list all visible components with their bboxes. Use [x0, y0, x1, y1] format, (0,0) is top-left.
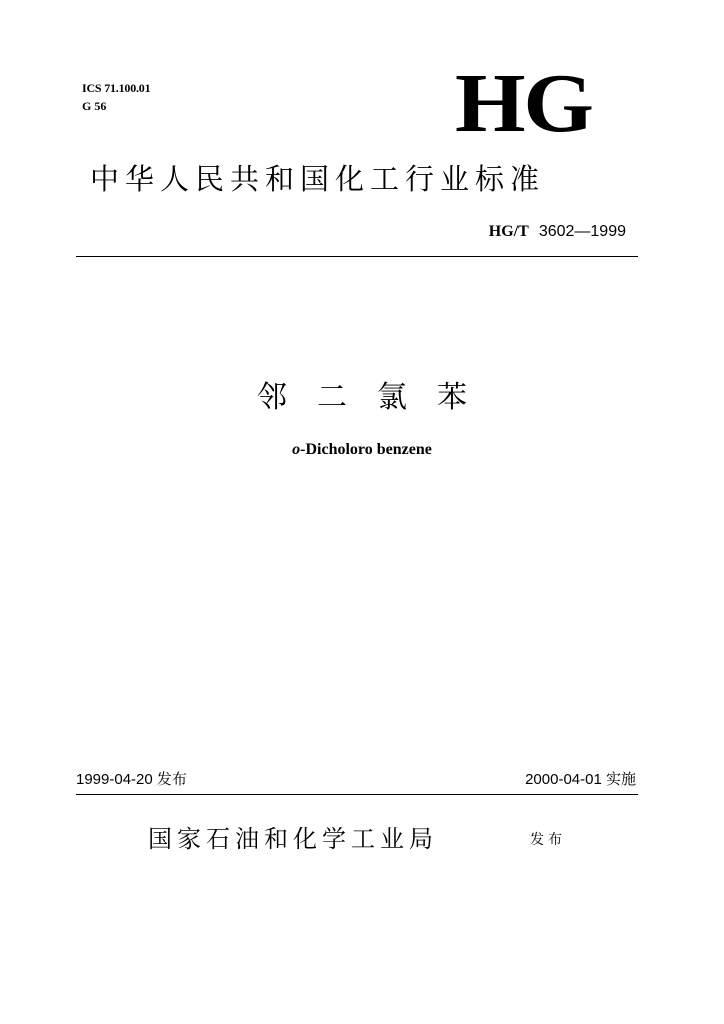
standard-code: 3602—1999: [538, 223, 626, 240]
hg-logo: HG: [455, 57, 592, 150]
implementation-date-label: 实施: [605, 771, 636, 788]
issue-date-label: 发布: [156, 771, 187, 788]
publisher-suffix: 发布: [530, 832, 566, 848]
implementation-date-value: 2000-04-01: [525, 771, 602, 788]
standard-number: [489, 222, 626, 242]
document-title-english: [0, 440, 724, 460]
bottom-divider: [76, 794, 638, 795]
issue-date-value: 1999-04-20: [76, 771, 153, 788]
ics-code: ICS 71.100.01: [82, 81, 151, 95]
ccs-code: G 56: [82, 99, 107, 113]
publisher: 国家石油和化学工业局: [148, 825, 438, 853]
issue-date: [76, 770, 187, 790]
standard-category-title: 中华人民共和国化工行业标准: [90, 162, 546, 196]
title-en-main: Dicholoro benzene: [305, 441, 432, 458]
title-en-prefix: o-: [292, 441, 306, 458]
implementation-date: [525, 770, 636, 790]
standard-prefix: HG/T: [488, 223, 529, 240]
top-divider: [76, 256, 638, 257]
document-title-chinese: 邻二氯苯: [257, 380, 497, 415]
